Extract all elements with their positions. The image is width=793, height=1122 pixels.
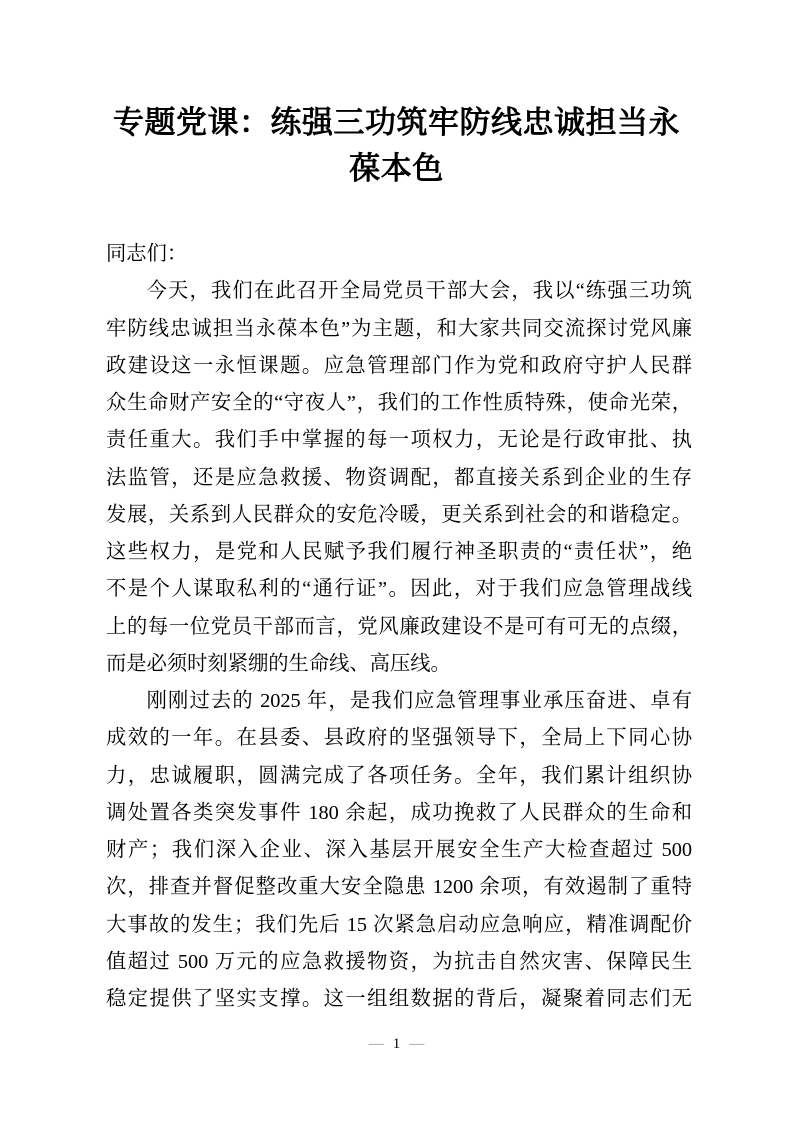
body-line: 政建设这一永恒课题。应急管理部门作为党和政府守护人民群 xyxy=(106,354,692,377)
document-title xyxy=(103,100,690,192)
body-line: 发展，关系到人民群众的安危冷暖，更关系到社会的和谐稳定。 xyxy=(106,503,692,526)
page-footer xyxy=(0,1034,793,1054)
body-line: 这些权力，是党和人民赋予我们履行神圣职责的“责任状”，绝 xyxy=(106,541,692,563)
body-line: 刚刚过去的 2025 年，是我们应急管理事业承压奋进、卓有 xyxy=(146,690,692,712)
body-line: 今天，我们在此召开全局党员干部大会，我以“练强三功筑 xyxy=(146,280,692,303)
body-line: 大事故的发生；我们先后 15 次紧急启动应急响应，精准调配价 xyxy=(106,913,692,936)
body-line: 调处置各类突发事件 180 余起，成功挽救了人民群众的生命和 xyxy=(106,801,692,824)
body-line: 成效的一年。在县委、县政府的坚强领导下，全局上下同心协 xyxy=(106,727,692,750)
body-line: 法监管，还是应急救援、物资调配，都直接关系到企业的生存 xyxy=(106,466,692,489)
body-line: 值超过 500 万元的应急救援物资，为抗击自然灾害、保障民生 xyxy=(106,950,692,973)
body-line: 不是个人谋取私利的“通行证”。因此，对于我们应急管理战线 xyxy=(106,578,692,601)
body-line-salutation: 同志们： xyxy=(106,243,188,265)
body-line-paragraph-end: 而是必须时刻紧绷的生命线、高压线。 xyxy=(106,652,451,675)
body-line: 上的每一位党员干部而言，党风廉政建设不是可有可无的点缀， xyxy=(106,615,692,638)
footer-dash-right: — xyxy=(409,1036,425,1052)
footer-dash-left: — xyxy=(368,1036,384,1052)
body-line: 众生命财产安全的“守夜人”，我们的工作性质特殊，使命光荣， xyxy=(106,392,692,414)
document-body xyxy=(106,236,692,1018)
title-line-1: 专题党课：练强三功筑牢防线忠诚担当永 xyxy=(113,105,680,141)
page-number: 1 xyxy=(392,1036,401,1052)
body-line: 力，忠诚履职，圆满完成了各项任务。全年，我们累计组织协 xyxy=(106,764,692,787)
body-line: 牢防线忠诚担当永葆本色”为主题，和大家共同交流探讨党风廉 xyxy=(106,317,692,340)
body-line: 责任重大。我们手中掌握的每一项权力，无论是行政审批、执 xyxy=(106,429,692,452)
body-line: 次，排查并督促整改重大安全隐患 1200 余项，有效遏制了重特 xyxy=(106,876,692,899)
body-line-last: 稳定提供了坚实支撑。这一组组数据的背后，凝聚着同志们无 xyxy=(106,988,692,1010)
body-line: 财产；我们深入企业、深入基层开展安全生产大检查超过 500 xyxy=(106,839,692,861)
title-line-2: 葆本色 xyxy=(349,151,444,187)
